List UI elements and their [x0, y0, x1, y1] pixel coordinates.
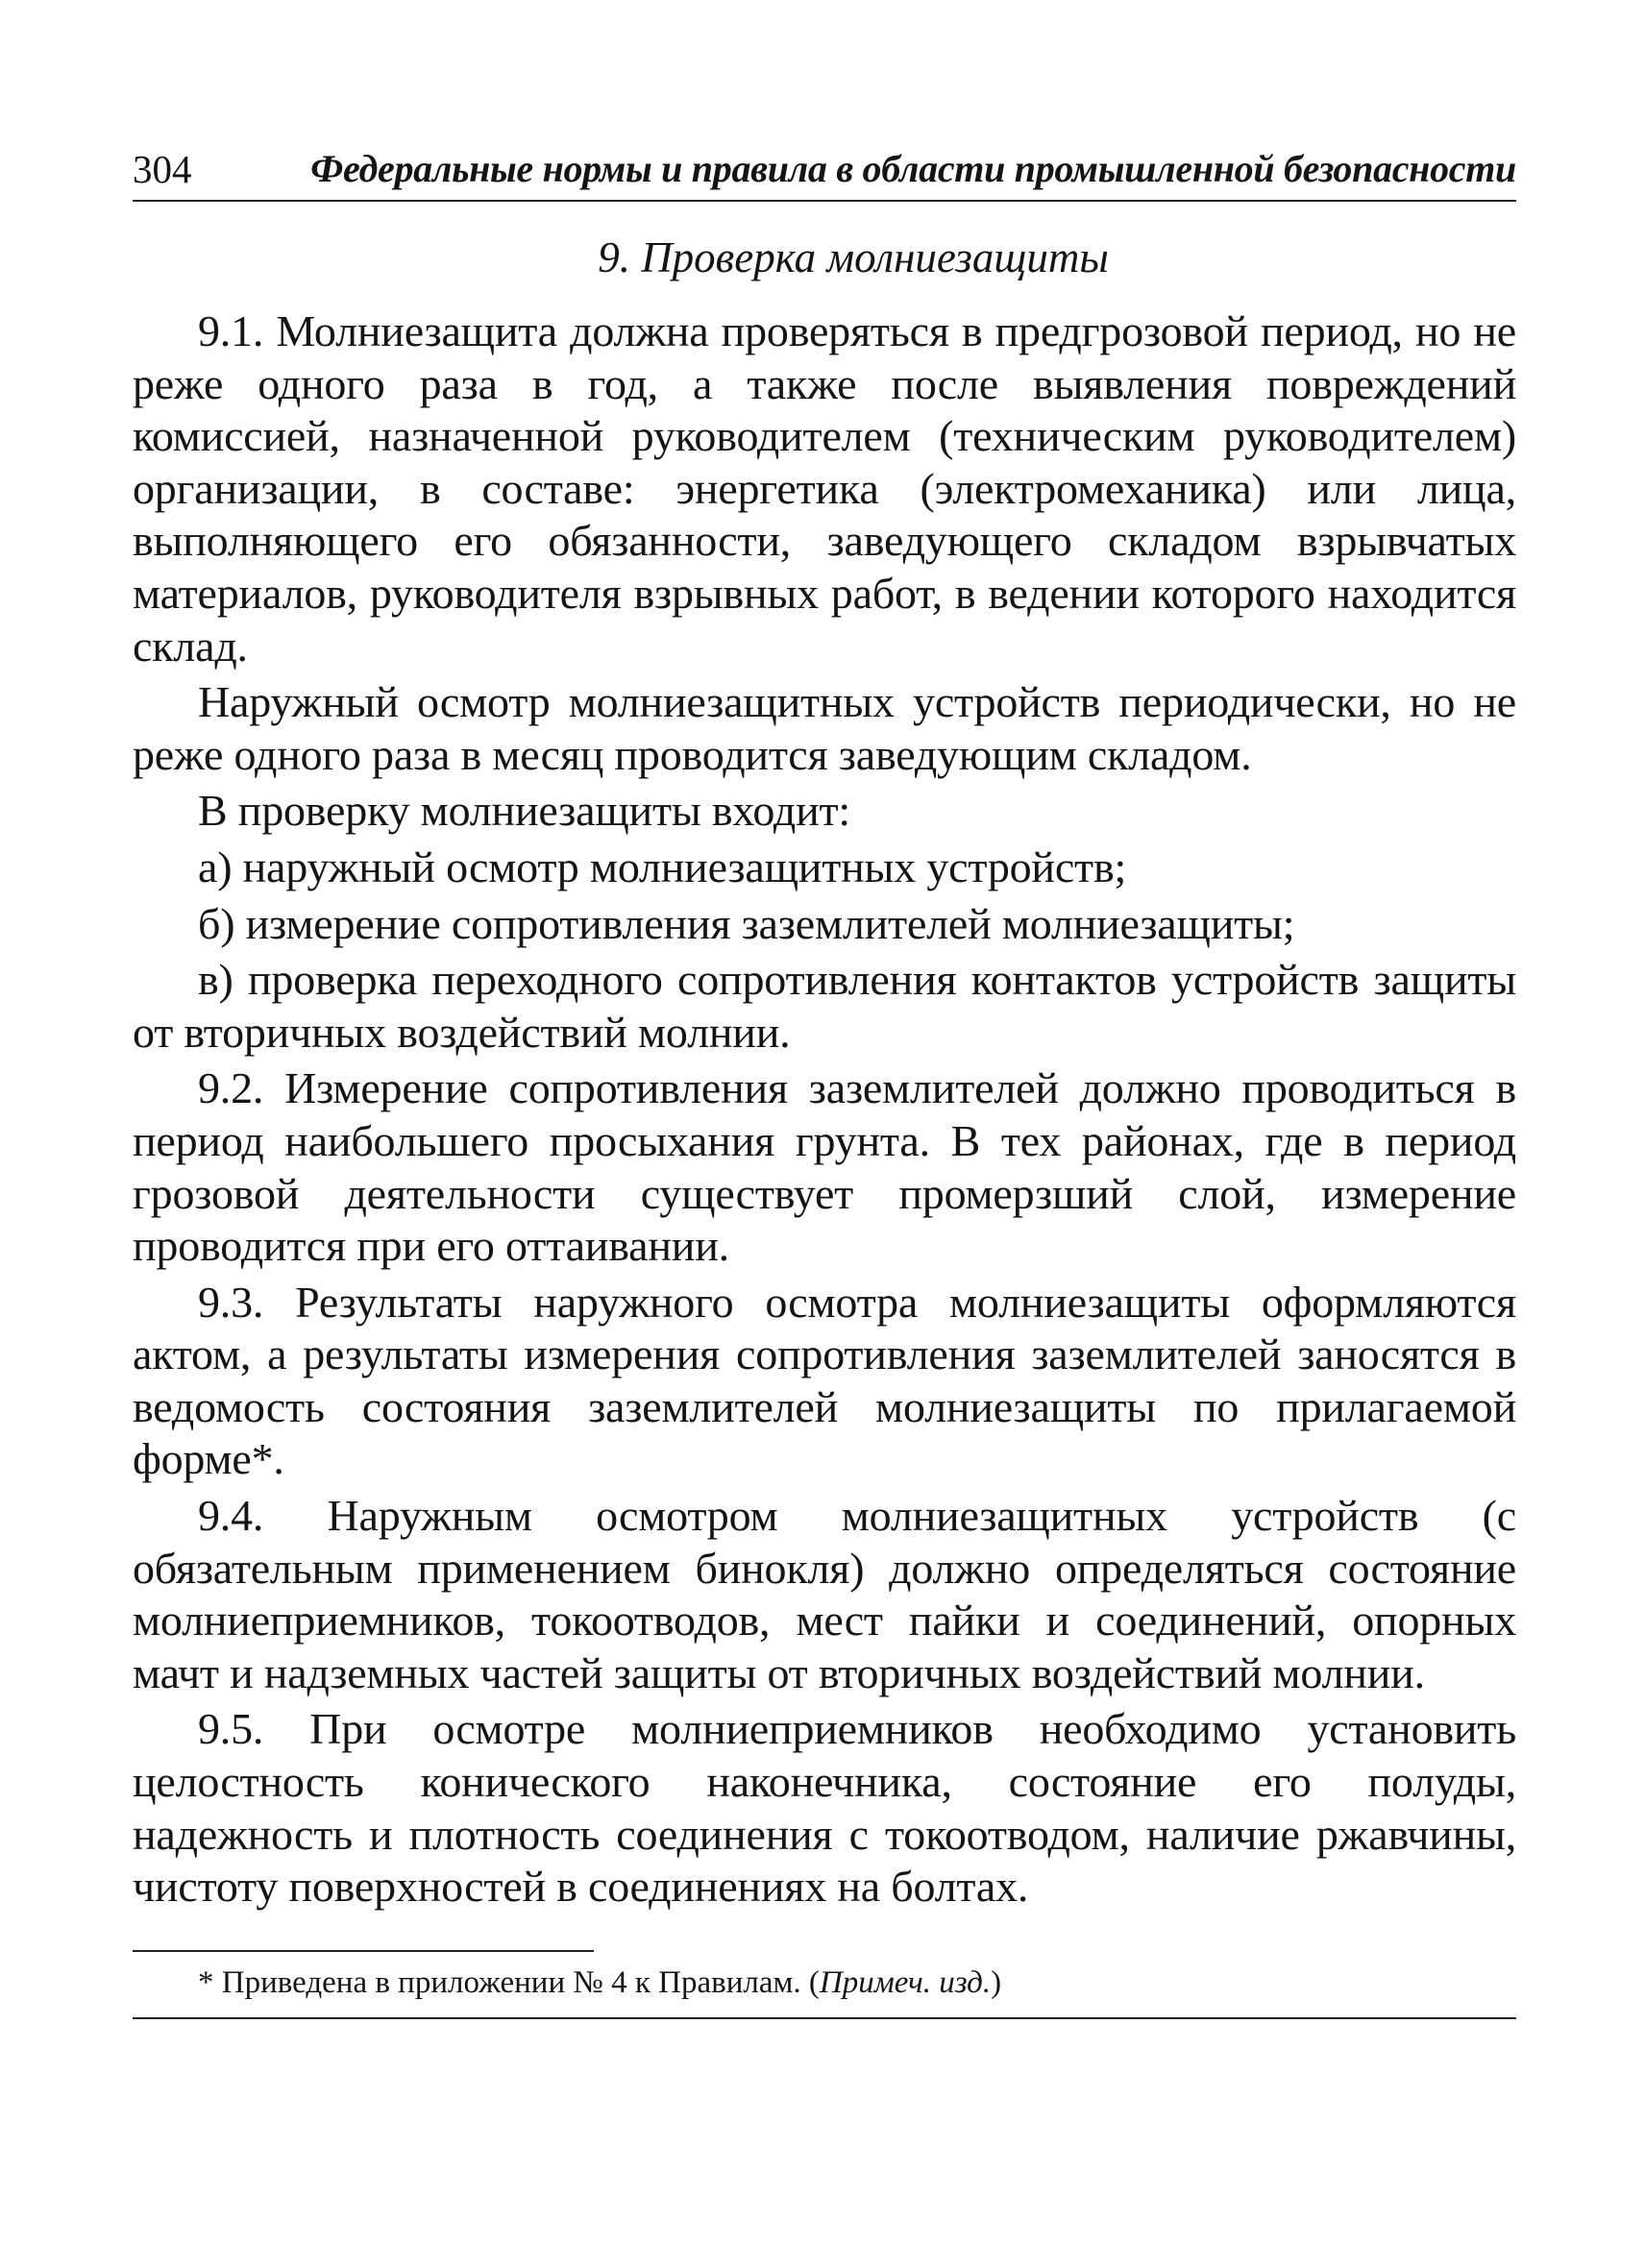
- running-title: Федеральные нормы и правила в области промышленной безопасности: [310, 147, 1516, 190]
- footnote-divider: [133, 1950, 594, 1952]
- footnote-close: ): [991, 1964, 1002, 2000]
- list-item-v: в) проверка переходного сопротивления контактов устройств защиты от вторичных воздействий молнии.: [133, 955, 1516, 1057]
- document-page: [133, 144, 1516, 2019]
- paragraph-9-4: 9.4. Наружным осмотром молниезащитных устройств (с обязательным применением бинокля) должно определяться состояние молниеприемников, токоотводов, мест пайки и соединений, опорных мачт и надземных частей защиты от вторичных воздействий молнии.: [133, 1491, 1516, 1697]
- paragraph-9-5: 9.5. При осмотре молниеприемников необходимо установить целостность конического наконечника, состояние его полуды, надежность и плотность соединения с токоотводом, наличие ржавчины, чистоту поверхностей в соединениях на болтах.: [133, 1704, 1516, 1912]
- footnote-text: * Приведена в приложении № 4 к Правилам. (: [198, 1964, 820, 2000]
- footnote-note: Примеч. изд.: [819, 1964, 992, 2000]
- paragraph-9-2: 9.2. Измерение сопротивления заземлителей должно проводиться в период наибольшего просыхания грунта. В тех районах, где в период грозовой деятельности существует промерзший слой, измерение проводится при его оттаивании.: [133, 1063, 1516, 1271]
- list-item-b: б) измерение сопротивления заземлителей молниезащиты;: [198, 898, 1295, 948]
- page-header: [133, 144, 1516, 202]
- body-text: [133, 305, 1516, 1914]
- paragraph-9-3: 9.3. Результаты наружного осмотра молниезащиты оформляются актом, а результаты измерения сопротивления заземлителей заносятся в ведомость состояния заземлителей молниезащиты по прилагаемой форме*.: [133, 1277, 1516, 1484]
- section-title: 9. Проверка молниезащиты: [598, 233, 1109, 281]
- paragraph-9-1: 9.1. Молниезащита должна проверяться в предгрозовой период, но не реже одного раза в год, а также после выявления повреждений комиссией, назначенной руководителем (техническим руководителем) организации, в составе: энергетика (электромеханика) или лица, выполняющего его обязанности, заведующего складом взрывчатых материалов, руководителя взрывных работ, в ведении которого находится склад.: [133, 306, 1516, 671]
- paragraph-check-includes: В проверку молниезащиты входит:: [198, 786, 851, 836]
- page-number: 304: [133, 147, 192, 191]
- list-item-a: а) наружный осмотр молниезащитных устройств;: [198, 841, 1127, 891]
- footnote: [133, 1962, 1516, 2019]
- paragraph-external-inspection: Наружный осмотр молниезащитных устройств периодически, но не реже одного раза в месяц проводится заведующим складом.: [133, 677, 1516, 779]
